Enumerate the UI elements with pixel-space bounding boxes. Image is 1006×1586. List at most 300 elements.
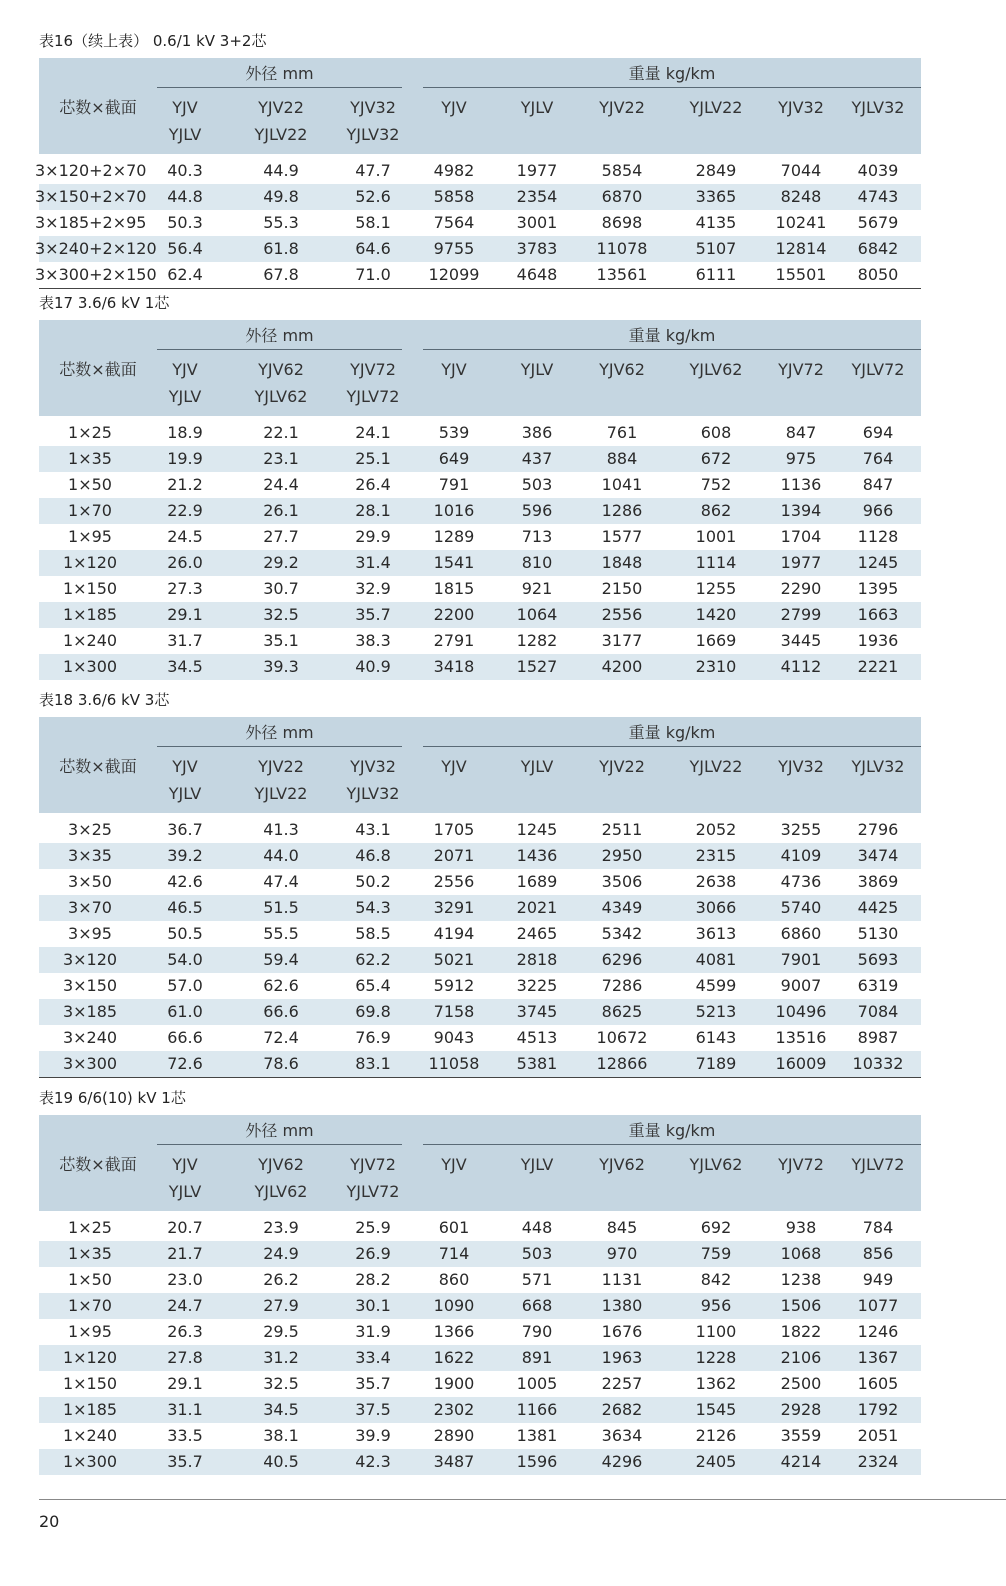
row-label: 3×120+2×70 — [35, 161, 147, 180]
table-cell: 649 — [438, 449, 470, 468]
table-cell: 2150 — [601, 579, 643, 598]
table-cell: 7189 — [695, 1054, 737, 1073]
table-cell: 2638 — [695, 872, 737, 891]
column-header: YJLV32 — [346, 125, 400, 144]
table-cell: 1136 — [780, 475, 822, 494]
table-cell: 4109 — [780, 846, 822, 865]
table-section-17 — [39, 292, 921, 680]
table-cell: 2818 — [516, 950, 558, 969]
table-cell: 5740 — [780, 898, 822, 917]
table-cell: 35.1 — [263, 631, 299, 650]
column-header: YJLV22 — [689, 757, 743, 776]
row-label: 1×50 — [68, 1270, 112, 1289]
table-cell: 28.1 — [355, 501, 391, 520]
table-cell: 31.1 — [167, 1400, 203, 1419]
table-cell: 4214 — [780, 1452, 822, 1471]
table-cell: 5693 — [857, 950, 899, 969]
column-header: YJV22 — [599, 757, 645, 776]
table-cell: 2796 — [857, 820, 899, 839]
column-header: YJLV72 — [851, 360, 905, 379]
table-cell: 1395 — [857, 579, 899, 598]
table-cell: 2200 — [433, 605, 475, 624]
row-label: 3×300 — [62, 1054, 118, 1073]
table-cell: 42.6 — [167, 872, 203, 891]
table-cell: 1228 — [695, 1348, 737, 1367]
table-cell: 3487 — [433, 1452, 475, 1471]
table-header — [39, 1115, 921, 1211]
table-cell: 40.5 — [263, 1452, 299, 1471]
table-cell: 847 — [785, 423, 817, 442]
group-header-weight: 重量 kg/km — [423, 324, 921, 350]
table-cell: 668 — [521, 1296, 553, 1315]
table-cell: 970 — [606, 1244, 638, 1263]
table-cell: 44.8 — [167, 187, 203, 206]
table-cell: 966 — [862, 501, 894, 520]
table-cell: 3225 — [516, 976, 558, 995]
row-label: 3×185 — [62, 1002, 118, 1021]
table-caption: 表18 3.6/6 kV 3芯 — [39, 691, 170, 709]
row-label: 3×150+2×70 — [35, 187, 147, 206]
table-cell: 11078 — [596, 239, 648, 258]
table-cell: 2799 — [780, 605, 822, 624]
column-header: YJLV — [520, 757, 554, 776]
table-cell: 40.3 — [167, 161, 203, 180]
table-cell: 72.4 — [263, 1028, 299, 1047]
table-row — [35, 236, 921, 262]
table-cell: 20.7 — [167, 1218, 203, 1237]
table-cell: 503 — [521, 475, 553, 494]
column-header: YJV62 — [258, 360, 304, 379]
table-cell: 8248 — [780, 187, 822, 206]
table-cell: 956 — [700, 1296, 732, 1315]
table-cell: 2290 — [780, 579, 822, 598]
table-cell: 2071 — [433, 846, 475, 865]
table-cell: 608 — [700, 423, 732, 442]
table-cell: 4039 — [857, 161, 899, 180]
table-cell: 4194 — [433, 924, 475, 943]
table-cell: 596 — [521, 501, 553, 520]
table-cell: 2950 — [601, 846, 643, 865]
table-cell: 1394 — [780, 501, 822, 520]
column-header: YJV22 — [258, 98, 304, 117]
table-cell: 692 — [700, 1218, 732, 1237]
column-header: YJV72 — [350, 1155, 396, 1174]
table-cell: 856 — [862, 1244, 894, 1263]
table-cell: 26.0 — [167, 553, 203, 572]
table-cell: 884 — [606, 449, 638, 468]
table-cell: 784 — [862, 1218, 894, 1237]
table-cell: 5679 — [857, 213, 899, 232]
column-header: YJLV22 — [689, 98, 743, 117]
table-cell: 1381 — [516, 1426, 558, 1445]
table-header — [39, 320, 921, 416]
column-header: YJLV22 — [254, 125, 308, 144]
table-row — [39, 973, 921, 999]
table-cell: 938 — [785, 1218, 817, 1237]
table-cell: 1366 — [433, 1322, 475, 1341]
table-cell: 66.6 — [167, 1028, 203, 1047]
table-cell: 1545 — [695, 1400, 737, 1419]
table-section-19 — [39, 1087, 921, 1475]
column-header: YJV72 — [350, 360, 396, 379]
table-cell: 7564 — [433, 213, 475, 232]
table-cell: 10332 — [852, 1054, 904, 1073]
table-cell: 1380 — [601, 1296, 643, 1315]
table-cell: 8987 — [857, 1028, 899, 1047]
table-cell: 4112 — [780, 657, 822, 676]
table-cell: 35.7 — [355, 605, 391, 624]
table-cell: 56.4 — [167, 239, 203, 258]
column-header: YJLV72 — [346, 1182, 400, 1201]
table-cell: 1128 — [857, 527, 899, 546]
table-cell: 8698 — [601, 213, 643, 232]
table-row — [39, 1345, 921, 1371]
table-cell: 790 — [521, 1322, 553, 1341]
column-header: YJV — [172, 360, 198, 379]
table-cell: 862 — [700, 501, 732, 520]
table-cell: 3001 — [516, 213, 558, 232]
row-label: 1×120 — [62, 1348, 118, 1367]
table-cell: 1936 — [857, 631, 899, 650]
table-cell: 29.5 — [263, 1322, 299, 1341]
table-cell: 2682 — [601, 1400, 643, 1419]
table-cell: 26.2 — [263, 1270, 299, 1289]
table-cell: 10672 — [596, 1028, 648, 1047]
group-header-diameter: 外径 mm — [157, 324, 402, 350]
table-cell: 47.4 — [263, 872, 299, 891]
table-cell: 2221 — [857, 657, 899, 676]
table-cell: 1064 — [516, 605, 558, 624]
table-cell: 3291 — [433, 898, 475, 917]
table-cell: 4982 — [433, 161, 475, 180]
table-cell: 27.8 — [167, 1348, 203, 1367]
table-cell: 5381 — [516, 1054, 558, 1073]
table-cell: 39.2 — [167, 846, 203, 865]
table-cell: 29.9 — [355, 527, 391, 546]
table-cell: 3255 — [780, 820, 822, 839]
table-body — [39, 813, 921, 1077]
table-body — [39, 1211, 921, 1475]
table-cell: 18.9 — [167, 423, 203, 442]
table-cell: 2465 — [516, 924, 558, 943]
row-label: 1×185 — [62, 605, 118, 624]
table-cell: 25.1 — [355, 449, 391, 468]
column-header: YJV — [172, 757, 198, 776]
table-cell: 2257 — [601, 1374, 643, 1393]
table-cell: 714 — [438, 1244, 470, 1263]
table-cell: 1289 — [433, 527, 475, 546]
table-cell: 9007 — [780, 976, 822, 995]
table-cell: 3506 — [601, 872, 643, 891]
table-cell: 1077 — [857, 1296, 899, 1315]
table-cell: 791 — [438, 475, 470, 494]
table-cell: 66.6 — [263, 1002, 299, 1021]
table-row — [39, 999, 921, 1025]
table-cell: 3418 — [433, 657, 475, 676]
table-cell: 3474 — [857, 846, 899, 865]
table-cell: 13516 — [775, 1028, 827, 1047]
table-cell: 32.9 — [355, 579, 391, 598]
table-cell: 3613 — [695, 924, 737, 943]
table-row — [39, 869, 921, 895]
table-cell: 46.5 — [167, 898, 203, 917]
table-cell: 55.3 — [263, 213, 299, 232]
table-cell: 4648 — [516, 265, 558, 284]
table-row — [39, 498, 921, 524]
table-cell: 1246 — [857, 1322, 899, 1341]
table-cell: 24.5 — [167, 527, 203, 546]
table-cell: 51.5 — [263, 898, 299, 917]
table-cell: 7084 — [857, 1002, 899, 1021]
column-header: YJLV32 — [346, 784, 400, 803]
table-cell: 2052 — [695, 820, 737, 839]
table-row — [39, 843, 921, 869]
table-cell: 30.7 — [263, 579, 299, 598]
row-label: 3×50 — [68, 872, 112, 891]
table-cell: 58.5 — [355, 924, 391, 943]
row-label: 1×70 — [68, 501, 112, 520]
table-cell: 1669 — [695, 631, 737, 650]
table-cell: 12814 — [775, 239, 827, 258]
column-header: YJV — [172, 1155, 198, 1174]
table-cell: 1245 — [516, 820, 558, 839]
table-cell: 31.4 — [355, 553, 391, 572]
table-cell: 41.3 — [263, 820, 299, 839]
column-header: YJLV62 — [254, 387, 308, 406]
table-row — [39, 550, 921, 576]
table-cell: 1090 — [433, 1296, 475, 1315]
table-row — [39, 628, 921, 654]
table-cell: 2405 — [695, 1452, 737, 1471]
table-cell: 891 — [521, 1348, 553, 1367]
table-row — [39, 947, 921, 973]
group-header-weight: 重量 kg/km — [423, 62, 921, 88]
table-cell: 61.8 — [263, 239, 299, 258]
table-cell: 2791 — [433, 631, 475, 650]
table-cell: 69.8 — [355, 1002, 391, 1021]
table-header — [39, 717, 921, 813]
table-section-18 — [39, 689, 921, 1078]
column-header: YJV62 — [258, 1155, 304, 1174]
group-header-diameter: 外径 mm — [157, 721, 402, 747]
table-cell: 52.6 — [355, 187, 391, 206]
table-bottom-rule — [39, 1077, 921, 1078]
table-cell: 1100 — [695, 1322, 737, 1341]
column-header: YJV — [441, 757, 467, 776]
table-cell: 1166 — [516, 1400, 558, 1419]
table-cell: 1005 — [516, 1374, 558, 1393]
table-cell: 4081 — [695, 950, 737, 969]
column-header: YJV22 — [258, 757, 304, 776]
row-label: 1×70 — [68, 1296, 112, 1315]
table-cell: 842 — [700, 1270, 732, 1289]
row-label: 3×240+2×120 — [35, 239, 157, 258]
table-cell: 949 — [862, 1270, 894, 1289]
table-cell: 29.1 — [167, 605, 203, 624]
table-cell: 5342 — [601, 924, 643, 943]
table-cell: 1068 — [780, 1244, 822, 1263]
table-cell: 845 — [606, 1218, 638, 1237]
table-row — [39, 446, 921, 472]
row-label: 1×300 — [62, 657, 118, 676]
row-label: 1×25 — [68, 1218, 112, 1237]
table-cell: 36.7 — [167, 820, 203, 839]
table-cell: 3869 — [857, 872, 899, 891]
table-cell: 31.2 — [263, 1348, 299, 1367]
table-cell: 6296 — [601, 950, 643, 969]
corner-header: 芯数×截面 — [59, 360, 137, 379]
table-cell: 1605 — [857, 1374, 899, 1393]
column-header: YJLV — [520, 1155, 554, 1174]
column-header: YJV32 — [350, 98, 396, 117]
table-cell: 12099 — [428, 265, 480, 284]
table-cell: 2051 — [857, 1426, 899, 1445]
column-header: YJV — [441, 1155, 467, 1174]
table-cell: 759 — [700, 1244, 732, 1263]
table-cell: 1527 — [516, 657, 558, 676]
table-cell: 42.3 — [355, 1452, 391, 1471]
table-cell: 32.5 — [263, 605, 299, 624]
table-cell: 5021 — [433, 950, 475, 969]
table-row — [39, 524, 921, 550]
table-cell: 4599 — [695, 976, 737, 995]
table-body — [35, 154, 921, 288]
table-cell: 2556 — [601, 605, 643, 624]
table-cell: 810 — [521, 553, 553, 572]
table-cell: 64.6 — [355, 239, 391, 258]
table-cell: 2021 — [516, 898, 558, 917]
table-row — [39, 654, 921, 680]
table-cell: 1900 — [433, 1374, 475, 1393]
table-cell: 3365 — [695, 187, 737, 206]
table-cell: 6842 — [857, 239, 899, 258]
table-cell: 78.6 — [263, 1054, 299, 1073]
table-cell: 4425 — [857, 898, 899, 917]
row-label: 3×70 — [68, 898, 112, 917]
table-cell: 8050 — [857, 265, 899, 284]
table-cell: 539 — [438, 423, 470, 442]
column-header: YJV — [172, 98, 198, 117]
table-row — [39, 1397, 921, 1423]
table-row — [39, 1267, 921, 1293]
table-cell: 3783 — [516, 239, 558, 258]
table-cell: 1848 — [601, 553, 643, 572]
table-cell: 29.2 — [263, 553, 299, 572]
table-cell: 3559 — [780, 1426, 822, 1445]
table-cell: 1016 — [433, 501, 475, 520]
table-cell: 38.3 — [355, 631, 391, 650]
column-header: YJV72 — [778, 1155, 824, 1174]
table-cell: 61.0 — [167, 1002, 203, 1021]
table-cell: 54.3 — [355, 898, 391, 917]
row-label: 1×35 — [68, 449, 112, 468]
table-row — [39, 602, 921, 628]
table-cell: 54.0 — [167, 950, 203, 969]
table-cell: 59.4 — [263, 950, 299, 969]
table-caption: 表16（续上表） 0.6/1 kV 3+2芯 — [39, 32, 267, 50]
table-cell: 49.8 — [263, 187, 299, 206]
row-label: 1×35 — [68, 1244, 112, 1263]
table-cell: 1420 — [695, 605, 737, 624]
row-label: 3×150 — [62, 976, 118, 995]
table-cell: 35.7 — [167, 1452, 203, 1471]
footer-rule — [39, 1499, 1006, 1500]
table-cell: 7044 — [780, 161, 822, 180]
table-cell: 1704 — [780, 527, 822, 546]
table-cell: 44.9 — [263, 161, 299, 180]
table-row — [39, 1449, 921, 1475]
table-cell: 83.1 — [355, 1054, 391, 1073]
corner-header: 芯数×截面 — [59, 757, 137, 776]
table-cell: 5107 — [695, 239, 737, 258]
row-label: 3×120 — [62, 950, 118, 969]
table-row — [39, 1371, 921, 1397]
column-header: YJLV62 — [689, 1155, 743, 1174]
row-label: 3×300+2×150 — [35, 265, 157, 284]
table-row — [39, 420, 921, 446]
table-cell: 386 — [521, 423, 553, 442]
table-row — [35, 184, 921, 210]
table-cell: 1114 — [695, 553, 737, 572]
table-cell: 50.5 — [167, 924, 203, 943]
table-cell: 10496 — [775, 1002, 827, 1021]
table-cell: 1963 — [601, 1348, 643, 1367]
corner-header: 芯数×截面 — [59, 1155, 137, 1174]
table-cell: 672 — [700, 449, 732, 468]
table-cell: 27.3 — [167, 579, 203, 598]
table-cell: 24.9 — [263, 1244, 299, 1263]
table-cell: 31.9 — [355, 1322, 391, 1341]
table-cell: 1977 — [516, 161, 558, 180]
table-cell: 47.7 — [355, 161, 391, 180]
row-label: 1×25 — [68, 423, 112, 442]
table-cell: 6143 — [695, 1028, 737, 1047]
table-cell: 21.2 — [167, 475, 203, 494]
table-cell: 5854 — [601, 161, 643, 180]
table-cell: 34.5 — [167, 657, 203, 676]
row-label: 1×240 — [62, 1426, 118, 1445]
table-cell: 62.4 — [167, 265, 203, 284]
table-cell: 921 — [521, 579, 553, 598]
table-cell: 1676 — [601, 1322, 643, 1341]
table-cell: 5858 — [433, 187, 475, 206]
table-cell: 2890 — [433, 1426, 475, 1445]
table-row — [39, 472, 921, 498]
table-cell: 26.1 — [263, 501, 299, 520]
table-cell: 65.4 — [355, 976, 391, 995]
column-header: YJLV62 — [689, 360, 743, 379]
table-cell: 43.1 — [355, 820, 391, 839]
table-cell: 1362 — [695, 1374, 737, 1393]
table-cell: 30.1 — [355, 1296, 391, 1315]
column-header: YJLV22 — [254, 784, 308, 803]
table-cell: 4743 — [857, 187, 899, 206]
table-cell: 7158 — [433, 1002, 475, 1021]
table-cell: 10241 — [775, 213, 827, 232]
column-header: YJLV72 — [346, 387, 400, 406]
column-header: YJV — [441, 98, 467, 117]
table-cell: 26.9 — [355, 1244, 391, 1263]
table-cell: 1622 — [433, 1348, 475, 1367]
table-cell: 1436 — [516, 846, 558, 865]
table-cell: 6870 — [601, 187, 643, 206]
table-cell: 2849 — [695, 161, 737, 180]
table-cell: 11058 — [428, 1054, 480, 1073]
table-cell: 2315 — [695, 846, 737, 865]
column-header: YJV32 — [778, 757, 824, 776]
table-cell: 44.0 — [263, 846, 299, 865]
table-cell: 19.9 — [167, 449, 203, 468]
